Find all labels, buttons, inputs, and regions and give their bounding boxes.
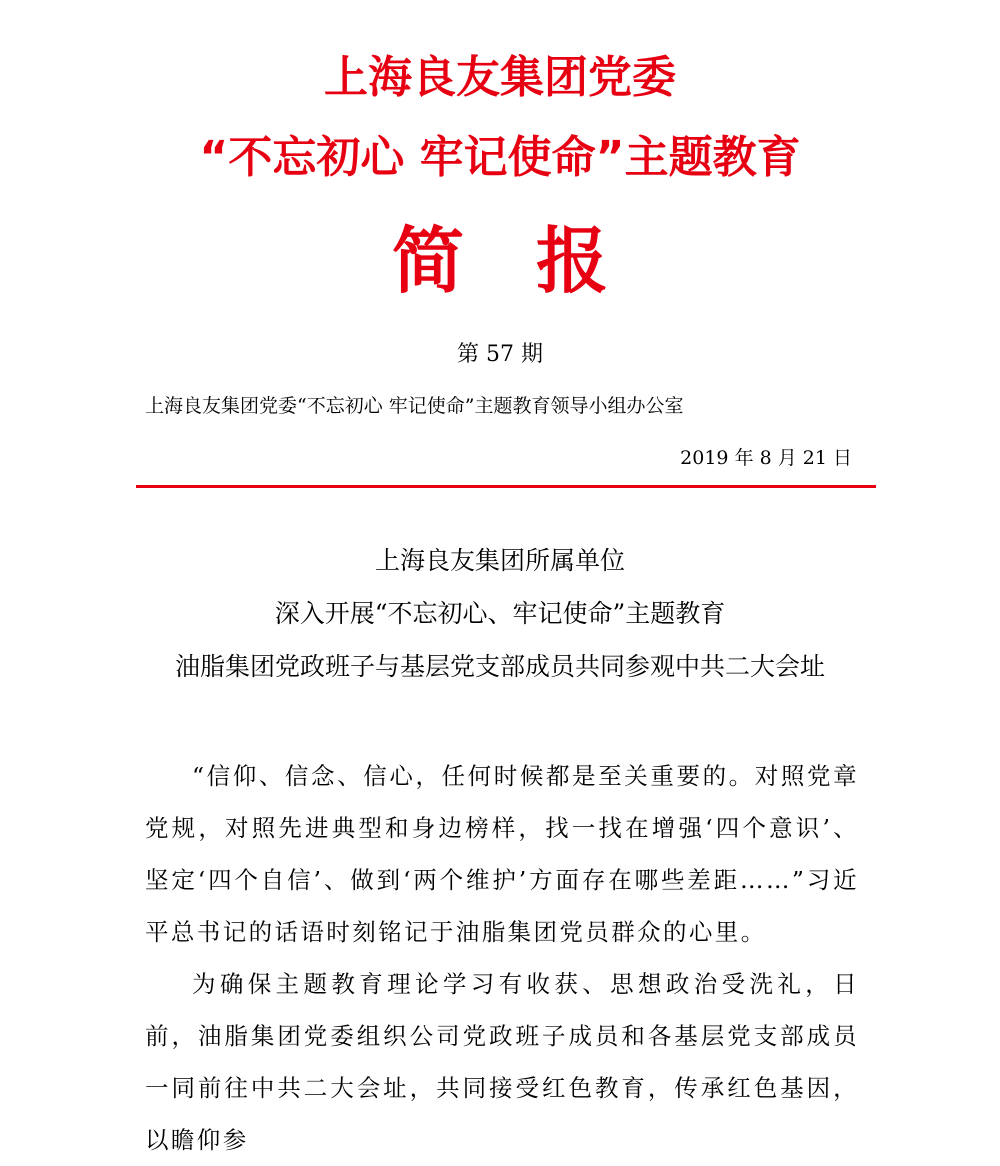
org-title: 上海良友集团党委 — [324, 52, 676, 103]
bulletin-title: 简报 — [391, 218, 680, 303]
article-heading-campaign: 深入开展“不忘初心、牢记使命”主题教育 — [274, 599, 726, 628]
red-divider — [136, 485, 876, 488]
issue-number: 第 57 期 — [457, 342, 543, 367]
body-paragraph: 为确保主题教育理论学习有收获、思想政治受洗礼，日前，油脂集团党委组织公司党政班子成员和各基层党支部成员一同前往中共二大会址，共同接受红色教育，传承红色基因，以瞻仰参 — [145, 970, 859, 1154]
article-heading-subtitle: 油脂集团党政班子与基层党支部成员共同参观中共二大会址 — [174, 652, 825, 681]
article-heading-unit: 上海良友集团所属单位 — [374, 546, 625, 575]
issuing-office: 上海良友集团党委“不忘初心 牢记使命”主题教育领导小组办公室 — [145, 395, 684, 417]
issue-date: 2019 年 8 月 21 日 — [680, 447, 852, 469]
body-paragraph: “信仰、信念、信心，任何时候都是至关重要的。对照党章党规，对照先进典型和身边榜样，找一找在增强‘四个意识’、坚定‘四个自信’、做到‘两个维护’方面存在哪些差距……”习近平总书记的话语时刻铭记于油脂集团党员群众的心里。 — [145, 762, 859, 946]
campaign-title: “不忘初心 牢记使命”主题教育 — [199, 132, 801, 183]
